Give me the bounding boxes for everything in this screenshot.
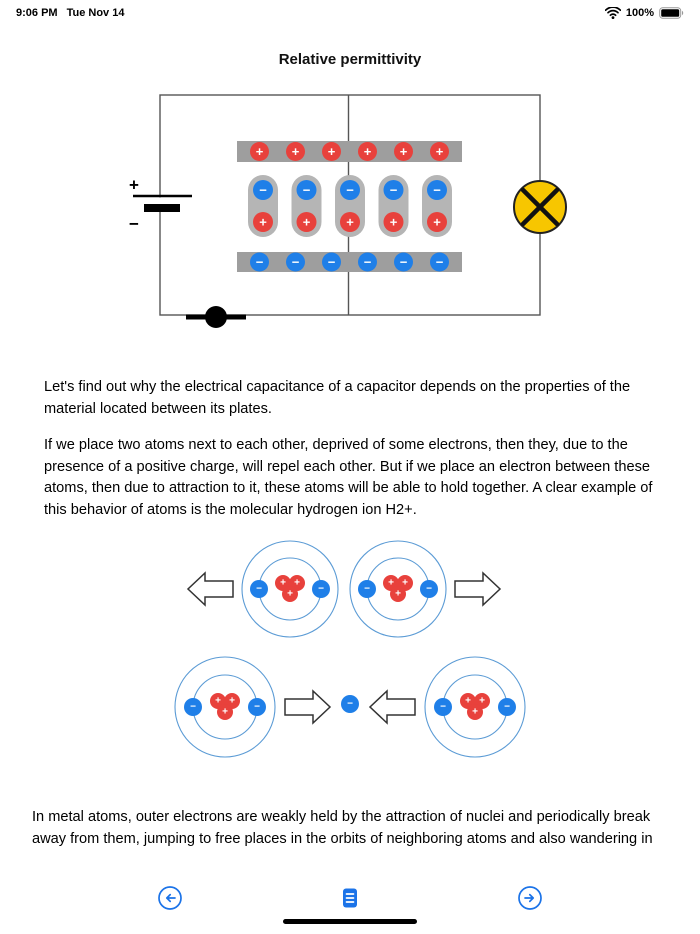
svg-text:+: +	[287, 588, 293, 600]
svg-text:+: +	[399, 144, 408, 159]
svg-text:−: −	[504, 701, 510, 713]
svg-text:−: −	[440, 701, 446, 713]
svg-text:+: +	[389, 214, 398, 230]
svg-text:−: −	[426, 583, 432, 595]
dielectric-molecule	[379, 175, 409, 237]
dielectric-molecule	[422, 175, 452, 237]
svg-text:−: −	[347, 698, 353, 710]
svg-text:+: +	[388, 577, 394, 589]
dielectric-molecule	[335, 175, 365, 237]
battery-icon	[659, 7, 684, 19]
dielectric-molecule	[248, 175, 278, 237]
svg-text:+: +	[472, 706, 478, 718]
battery-percent: 100%	[625, 7, 654, 19]
svg-text:+: +	[259, 214, 267, 230]
svg-text:+: +	[479, 695, 485, 707]
paragraph-capacitance-intro: Let's find out why the electrical capacitance of a capacitor depends on the properties of the material located between its plates.	[44, 379, 631, 417]
svg-text:+: +	[327, 144, 336, 159]
svg-text:−: −	[190, 701, 196, 713]
contents-button[interactable]	[337, 885, 363, 911]
arrow-right-circle-icon	[517, 885, 543, 911]
arrow-left-icon	[370, 691, 415, 723]
svg-text:+: +	[291, 144, 300, 159]
contents-list-icon	[337, 885, 363, 911]
page-title: Relative permittivity	[278, 51, 422, 68]
svg-text:−: −	[302, 182, 311, 198]
svg-text:+: +	[363, 144, 372, 159]
arrow-right-icon	[285, 691, 330, 723]
hydrogen-atom	[175, 657, 275, 757]
wifi-icon	[605, 7, 621, 19]
arrow-left-circle-icon	[157, 885, 183, 911]
svg-text:−: −	[291, 254, 300, 270]
svg-text:+: +	[302, 214, 311, 230]
back-button[interactable]	[157, 885, 183, 911]
svg-text:−: −	[435, 254, 444, 270]
arrow-right-icon	[455, 573, 500, 605]
svg-text:+: +	[129, 175, 139, 195]
svg-text:+: +	[222, 706, 228, 718]
capacitor-circuit-diagram	[0, 90, 700, 340]
status-date: Tue Nov 14	[66, 7, 125, 19]
status-time: 9:06 PM	[16, 7, 58, 19]
svg-text:−: −	[364, 583, 370, 595]
svg-text:+: +	[435, 144, 444, 159]
svg-text:−: −	[433, 182, 441, 198]
lamp-icon	[514, 181, 566, 233]
forward-button[interactable]	[517, 885, 543, 911]
svg-text:−: −	[389, 182, 398, 198]
svg-text:−: −	[346, 182, 354, 198]
svg-text:+: +	[346, 214, 354, 230]
svg-text:+: +	[395, 588, 401, 600]
arrow-left-icon	[188, 573, 233, 605]
svg-text:−: −	[254, 701, 260, 713]
paragraph-metal-atoms: In metal atoms, outer electrons are weakly held by the attraction of nuclei and periodically break away from them, jumping to free places in the orbits of neighboring atoms and also wandering in	[32, 809, 653, 847]
svg-text:+: +	[280, 577, 286, 589]
hydrogen-atom	[425, 657, 525, 757]
dielectric-molecule	[292, 175, 322, 237]
svg-text:−: −	[256, 583, 262, 595]
home-indicator[interactable]	[283, 919, 417, 924]
capacitor-top-plate	[237, 141, 462, 162]
svg-text:+: +	[402, 577, 408, 589]
hydrogen-atom	[350, 541, 446, 637]
svg-text:+: +	[229, 695, 235, 707]
svg-text:−: −	[318, 583, 324, 595]
hydrogen-ion-diagram	[0, 535, 700, 785]
svg-text:−: −	[259, 182, 267, 198]
bottom-toolbar	[0, 878, 700, 918]
svg-text:+: +	[255, 144, 264, 159]
status-bar	[0, 0, 700, 24]
shared-electron	[341, 695, 359, 713]
svg-text:+: +	[465, 695, 471, 707]
svg-text:+: +	[215, 695, 221, 707]
svg-text:−: −	[255, 254, 264, 270]
hydrogen-atom	[242, 541, 338, 637]
capacitor-bottom-plate	[237, 252, 462, 272]
svg-text:−: −	[363, 254, 372, 270]
paragraph-atoms-explanation: If we place two atoms next to each other, deprived of some electrons, then they, due to the presence of a positive charge, will repel each other. But if we place an electron between these atoms, then due to attraction to it, these atoms will be able to hold together. A clear example of this behavior of atoms is the molecular hydrogen ion H2+.	[44, 437, 653, 518]
svg-text:+: +	[294, 577, 300, 589]
svg-text:−: −	[129, 214, 139, 234]
svg-text:−: −	[327, 254, 336, 270]
svg-text:−: −	[399, 254, 408, 270]
switch-connector	[186, 306, 246, 328]
svg-text:+: +	[433, 214, 441, 230]
